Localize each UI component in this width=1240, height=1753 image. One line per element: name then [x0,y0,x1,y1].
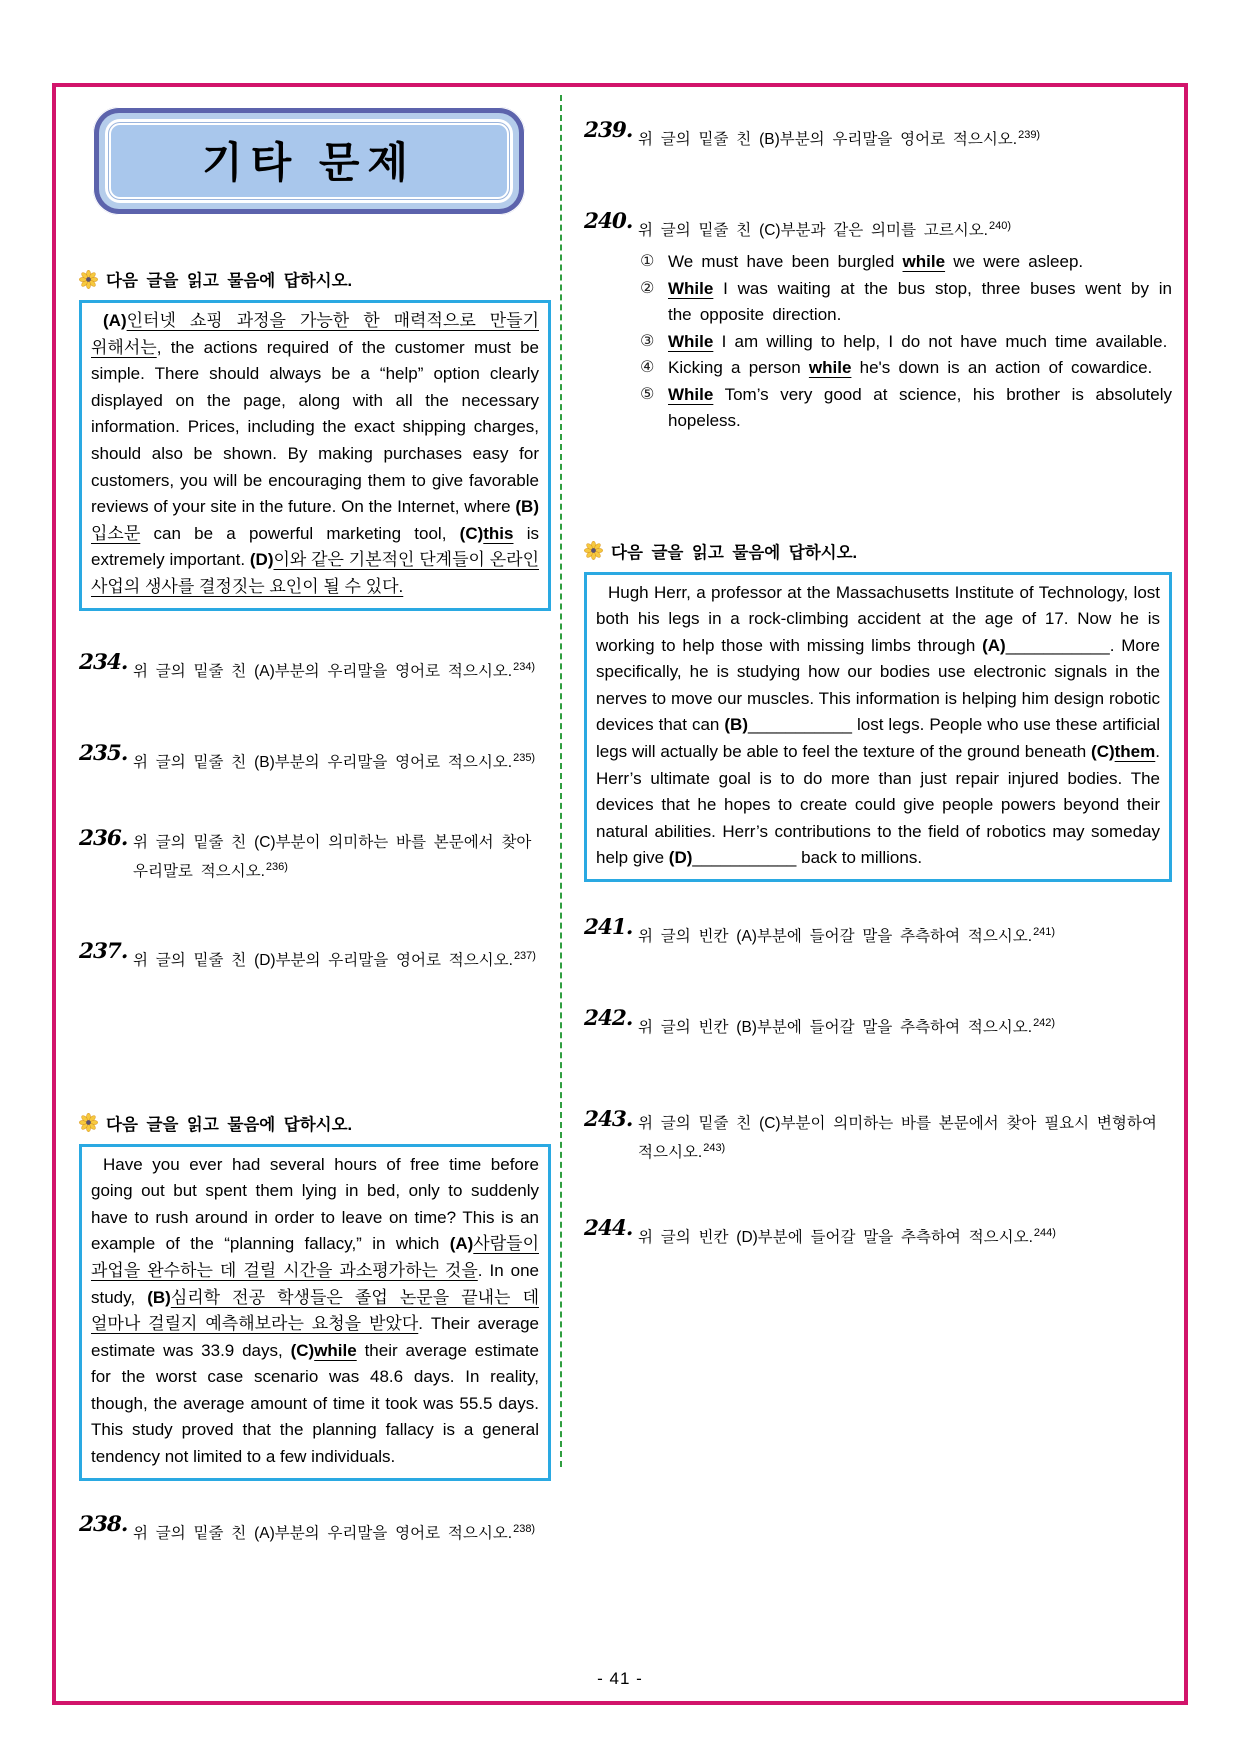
question-text: 위 글의 밑줄 친 (C)부분이 의미하는 바를 본문에서 찾아 우리말로 적으시오. [133,833,532,880]
choice-text: Kicking a person while he's down is an action of cowardice. [668,358,1153,377]
footnote-ref: 237) [513,949,536,962]
footnote-ref: 240) [988,220,1012,232]
choice-marker: ② [640,279,655,297]
footnote-ref: 235) [513,751,536,764]
footnote-ref: 243) [703,1142,726,1155]
choice-marker: ① [640,253,655,270]
choice-text: We must have been burgled while we were asleep. [668,252,1084,271]
question-text: 위 글의 밑줄 친 (C)부분과 같은 의미를 고르시오. [638,222,988,239]
question-number: 244. [584,1216,633,1242]
question-text: 위 글의 밑줄 친 (A)부분의 우리말을 영어로 적으시오. [133,1524,513,1542]
question-text: 위 글의 밑줄 친 (C)부분이 의미하는 바를 본문에서 찾아 필요시 변형하여 적으시오. [638,1115,1157,1162]
choice-marker: ③ [640,332,655,350]
footnote-ref: 236) [265,860,288,873]
choice-3 [638,329,1172,356]
choice-text: While Tom’s very good at science, his brother is absolutely hopeless. [668,384,1172,430]
section-title: 기타 문제 [109,123,509,199]
column-divider [560,95,562,1467]
passage-text: Hugh Herr, a professor at the Massachusetts Institute of Technology, lost both his legs in a rock-climbing accident at the age of 17. Now he is working to help those with missing limbs through (A)___________. More specifically, he is studying how our bodies use electronic signals in the nerves to move our muscles. This information is helping him design robotic devices that can (B)___________ lost legs. People who use these artificial legs will actually be able to feel the texture of the ground beneath (C)them. Herr’s ultimate goal is to do more than just repair injured bodies. The devices that he hopes to create could give people powers beyond their natural abilities. Herr’s contributions to the field of robotics may someday help give (D)___________ back to millions. [596,582,1161,868]
question-number: 237. [79,938,128,964]
question-242 [584,1006,1172,1040]
left-column [79,99,551,1546]
footnote-ref: 238) [513,1522,536,1535]
question-235 [79,740,551,775]
passage-internet-shopping [79,300,551,611]
flower-icon [584,541,603,560]
choice-4 [638,355,1172,382]
read-instruction-3 [584,539,1172,563]
footnote-ref: 239) [1018,129,1041,141]
choice-1 [638,249,1172,276]
question-243 [584,1107,1172,1165]
question-237 [79,938,551,973]
question-244 [584,1216,1172,1250]
footnote-ref: 234) [513,660,536,673]
section-title-box [93,107,525,215]
question-number: 241. [584,915,633,941]
question-241 [584,915,1172,949]
flower-icon [79,1113,98,1132]
footnote-ref: 241) [1033,926,1056,939]
flower-icon [79,270,98,289]
page-border-frame [52,83,1188,1705]
question-number: 234. [79,649,128,675]
question-number: 240. [584,209,633,234]
choice-text: While I was waiting at the bus stop, three buses went by in the opposite direction. [668,278,1172,324]
question-text: 위 글의 밑줄 친 (D)부분의 우리말을 영어로 적으시오. [133,951,513,969]
instruction-text: 다음 글을 읽고 물음에 답하시오. [611,543,858,562]
choice-5 [638,382,1172,435]
question-text: 위 글의 밑줄 친 (A)부분의 우리말을 영어로 적으시오. [133,662,513,680]
question-239 [584,118,1172,152]
question-number: 235. [79,740,128,766]
question-238 [79,1511,551,1546]
passage-text: Have you ever had several hours of free time before going out but spent them lying in bed, only to suddenly have to rush around in order to leave on time? This is an example of the “planning fallacy,” in which (A)사람들이 과업을 완수하는 데 걸릴 시간을 과소평가하는 것을. In one study, (B)심리학 전공 학생들은 졸업 논문을 끝내는 데 얼마나 걸릴지 예측해보라는 요청을 받았다. Their average estimate was 33.9 days, (C)while their average estimate for the worst case scenario was 48.6 days. In reality, though, the average amount of time it took was 55.5 days. This study proved that the planning fallacy is a general tendency not limited to a few individuals. [91,1154,540,1467]
choice-list [638,249,1172,435]
choice-text: While I am willing to help, I do not have much time available. [668,331,1168,351]
right-column [584,99,1172,1250]
choice-marker: ④ [640,359,655,376]
read-instruction-2 [79,1111,551,1135]
instruction-text: 다음 글을 읽고 물음에 답하시오. [106,272,353,290]
choice-2 [638,276,1172,329]
question-text: 위 글의 밑줄 친 (B)부분의 우리말을 영어로 적으시오. [638,131,1018,148]
question-234 [79,649,551,684]
passage-hugh-herr [584,572,1172,883]
question-text: 위 글의 빈칸 (B)부분에 들어갈 말을 추측하여 적으시오. [638,1019,1033,1037]
question-number: 243. [584,1107,633,1133]
question-number: 238. [79,1511,128,1537]
passage-text: (A)인터넷 쇼핑 과정을 가능한 한 매력적으로 만들기 위해서는, the actions required of the customer must be simple. There should always be a “help” option clearly displayed on the page, along with all the necessary information. Prices, including the exact shipping charges, should also be shown. By making purchases easy for customers, you will be encouraging them to give favorable reviews of your site in the future. On the Internet, where (B)입소문 can be a powerful marketing tool, (C)this is extremely important. (D)이와 같은 기본적인 단계들이 온라인 사업의 생사를 결정짓는 요인이 될 수 있다. [91,311,539,596]
question-text: 위 글의 밑줄 친 (B)부분의 우리말을 영어로 적으시오. [133,753,513,771]
question-number: 239. [584,118,633,143]
question-number: 242. [584,1006,633,1032]
choice-marker: ⑤ [640,385,655,403]
passage-planning-fallacy [79,1144,551,1481]
question-240 [584,209,1172,435]
instruction-text: 다음 글을 읽고 물음에 답하시오. [106,1115,353,1134]
question-236 [79,825,551,884]
footnote-ref: 242) [1033,1017,1056,1030]
question-number: 236. [79,825,128,851]
question-text: 위 글의 빈칸 (A)부분에 들어갈 말을 추측하여 적으시오. [638,928,1033,946]
question-text: 위 글의 빈칸 (D)부분에 들어갈 말을 추측하여 적으시오. [638,1229,1033,1247]
footnote-ref: 244) [1033,1227,1056,1240]
page-number: - 41 - [597,1669,643,1688]
read-instruction-1 [79,267,551,291]
